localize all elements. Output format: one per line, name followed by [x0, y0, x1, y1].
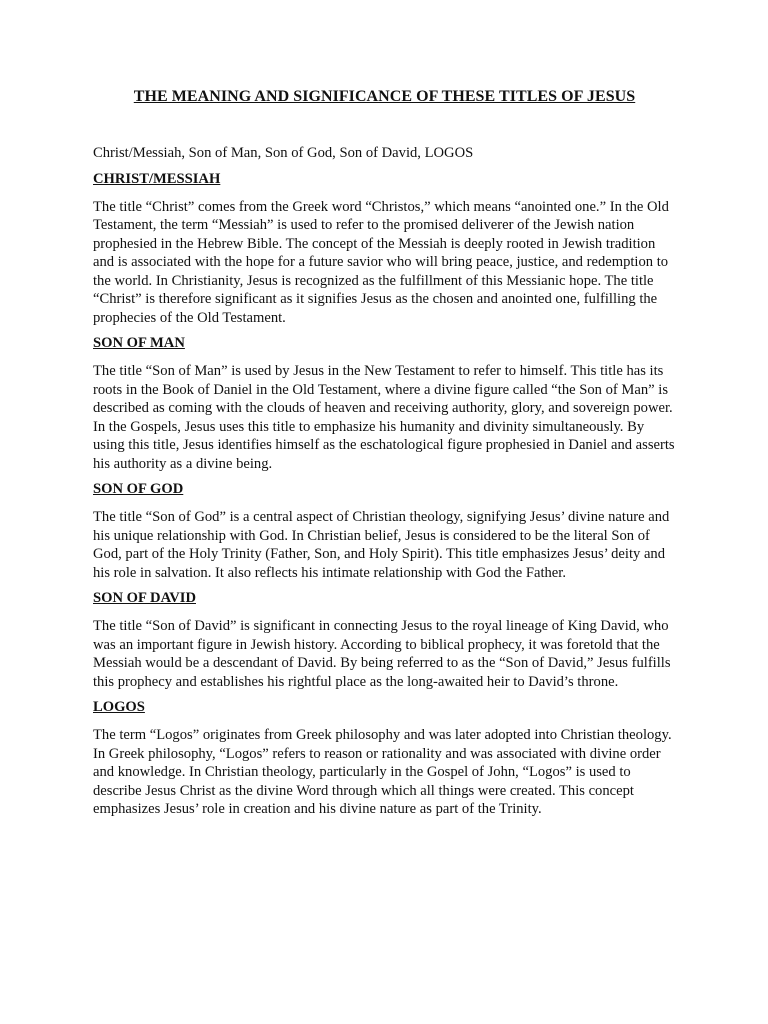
document-title: THE MEANING AND SIGNIFICANCE OF THESE TITLES OF JESUS: [133, 88, 636, 105]
section-christ-messiah: [93, 170, 676, 328]
section-heading: LOGOS: [93, 699, 145, 715]
titles-list: Christ/Messiah, Son of Man, Son of God, Son of David, LOGOS: [93, 145, 474, 161]
section-paragraph: The term “Logos” originates from Greek philosophy and was later adopted into Christian theology. In Greek philosophy, “Logos” refers to reason or rationality and was associated with divine order and knowledge. In Christian theology, particularly in the Gospel of John, “Logos” is used to describe Jesus Christ as the divine Word through which all things were created. This concept emphasizes Jesus’ role in creation and his divine nature as part of the Trinity.: [93, 727, 672, 817]
section-logos: [93, 698, 676, 819]
section-paragraph: The title “Son of Man” is used by Jesus in the New Testament to refer to himself. This title has its roots in the Book of Daniel in the Old Testament, where a divine figure called “the Son of Man” is described as coming with the clouds of heaven and receiving authority, glory, and sovereign power. In the Gospels, Jesus uses this title to emphasize his humanity and divinity simultaneously. By using this title, Jesus identifies himself as the eschatological figure prophesied in Daniel and asserts his authority as a divine being.: [93, 363, 675, 472]
section-son-of-david: [93, 589, 676, 691]
section-son-of-god: [93, 480, 676, 582]
section-heading: SON OF GOD: [93, 481, 184, 497]
section-paragraph: The title “Son of David” is significant in connecting Jesus to the royal lineage of King David, who was an important figure in Jewish history. According to biblical prophecy, it was foretold that the Messiah would be a descendant of David. By being referred to as the “Son of David,” Jesus fulfills this prophecy and establishes his rightful place as the long-awaited heir to David’s throne.: [93, 618, 671, 690]
section-paragraph: The title “Son of God” is a central aspect of Christian theology, signifying Jesus’ divine nature and his unique relationship with God. In Christian belief, Jesus is considered to be the literal Son of God, part of the Holy Trinity (Father, Son, and Holy Spirit). This title emphasizes Jesus’ deity and his role in salvation. It also reflects his intimate relationship with God the Father.: [93, 509, 670, 581]
section-heading: CHRIST/MESSIAH: [93, 170, 221, 187]
section-heading: SON OF DAVID: [93, 590, 196, 606]
section-paragraph: The title “Christ” comes from the Greek word “Christos,” which means “anointed one.” In the Old Testament, the term “Messiah” is used to refer to the promised deliverer of the Jewish nation prophesied in the Hebrew Bible. The concept of the Messiah is deeply rooted in Jewish tradition and is associated with the hope for a future savior who will bring peace, justice, and redemption to the world. In Christianity, Jesus is recognized as the fulfillment of this Messianic hope. The title “Christ” is therefore significant as it signifies Jesus as the chosen and anointed one, fulfilling the prophecies of the Old Testament.: [93, 198, 669, 326]
section-heading: SON OF MAN: [93, 335, 185, 351]
section-son-of-man: [93, 334, 676, 473]
